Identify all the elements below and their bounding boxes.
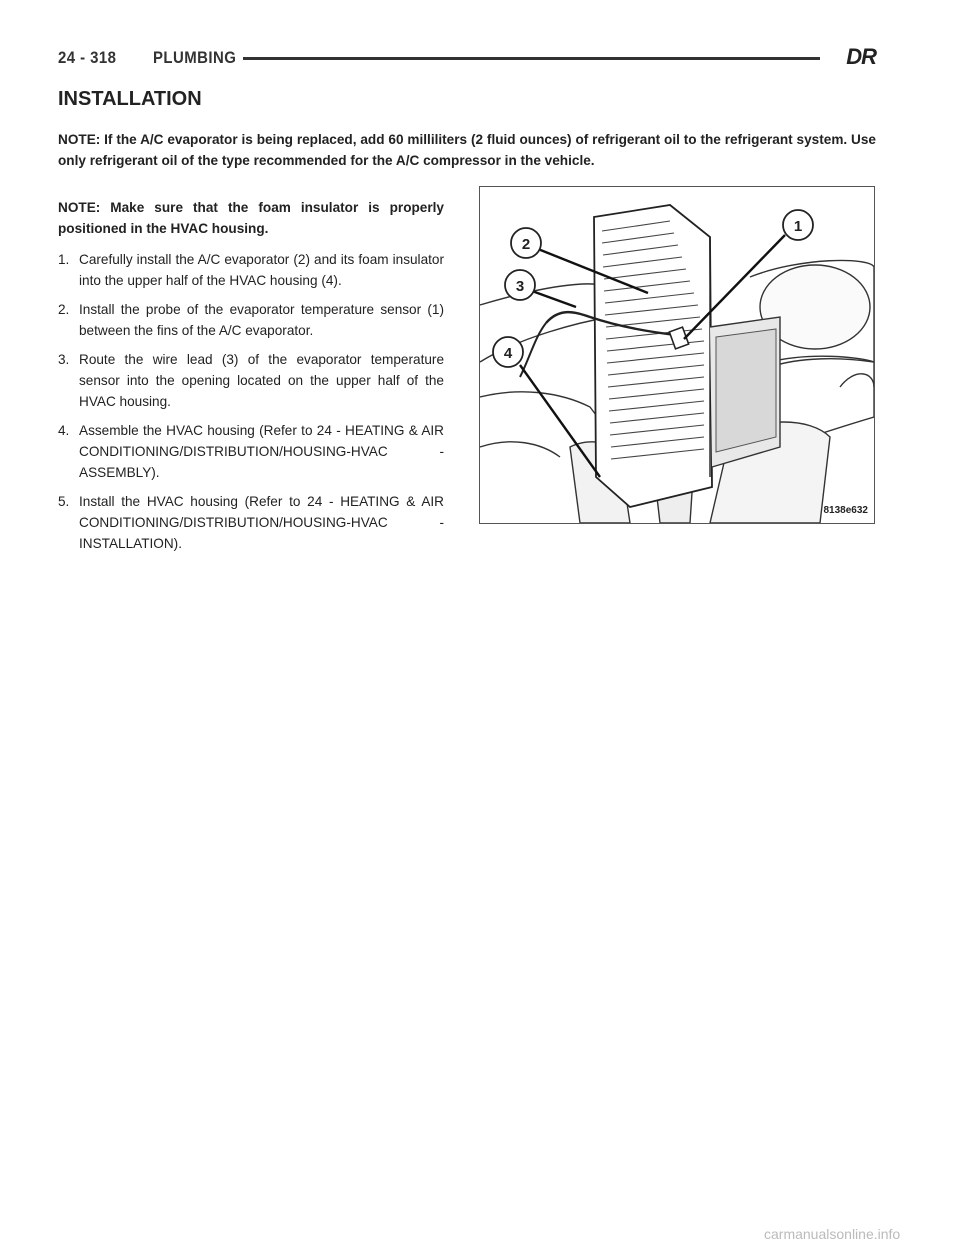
step-number: 2. [58, 302, 70, 317]
step-number: 1. [58, 252, 70, 267]
callout-1-label: 1 [793, 218, 803, 235]
site-watermark: carmanualsonline.info [764, 1226, 901, 1242]
step-text: Install the probe of the evaporator temperature sensor (1) between the fins of the A/C evaporator. [79, 302, 444, 338]
page-header [58, 44, 876, 74]
procedure-steps [58, 249, 444, 554]
brand-logo: DR [846, 44, 876, 69]
procedure-step [58, 491, 444, 554]
step-number: 5. [58, 494, 70, 509]
callout-4-label: 4 [503, 345, 513, 362]
callout-4 [493, 337, 523, 367]
evaporator-illustration [480, 187, 874, 523]
section-title: PLUMBING [153, 48, 237, 67]
procedure-column [58, 197, 444, 562]
callout-2-label: 2 [521, 236, 531, 253]
procedure-step [58, 299, 444, 341]
step-text: Assemble the HVAC housing (Refer to 24 - HEATING & AIR CONDITIONING/DISTRIBUTION/HOUSING-HVAC - ASSEMBLY). [79, 423, 444, 480]
callout-2 [511, 228, 541, 258]
step-text: Install the HVAC housing (Refer to 24 - HEATING & AIR CONDITIONING/DISTRIBUTION/HOUSING-HVAC - INSTALLATION). [79, 494, 444, 551]
step-number: 4. [58, 423, 70, 438]
callout-1 [783, 210, 813, 240]
callout-3 [505, 270, 535, 300]
procedure-step [58, 349, 444, 412]
procedure-step [58, 249, 444, 291]
step-text: Carefully install the A/C evaporator (2) and its foam insulator into the upper half of the HVAC housing (4). [79, 252, 444, 288]
insulator-note: NOTE: Make sure that the foam insulator is properly positioned in the HVAC housing. [58, 200, 444, 236]
step-text: Route the wire lead (3) of the evaporator temperature sensor into the opening located on the upper half of the HVAC housing. [79, 352, 444, 409]
procedure-step [58, 420, 444, 483]
figure-id: 8138e632 [823, 505, 868, 516]
callout-3-label: 3 [515, 278, 525, 295]
evaporator-figure [479, 186, 875, 524]
header-rule [243, 57, 820, 60]
step-number: 3. [58, 352, 70, 367]
section-heading: INSTALLATION [58, 88, 202, 110]
page-number: 24 - 318 [58, 48, 117, 67]
oil-note: NOTE: If the A/C evaporator is being replaced, add 60 milliliters (2 fluid ounces) of refrigerant oil to the refrigerant system. Use only refrigerant oil of the type recommended for the A/C compressor in the vehicle. [58, 132, 876, 168]
